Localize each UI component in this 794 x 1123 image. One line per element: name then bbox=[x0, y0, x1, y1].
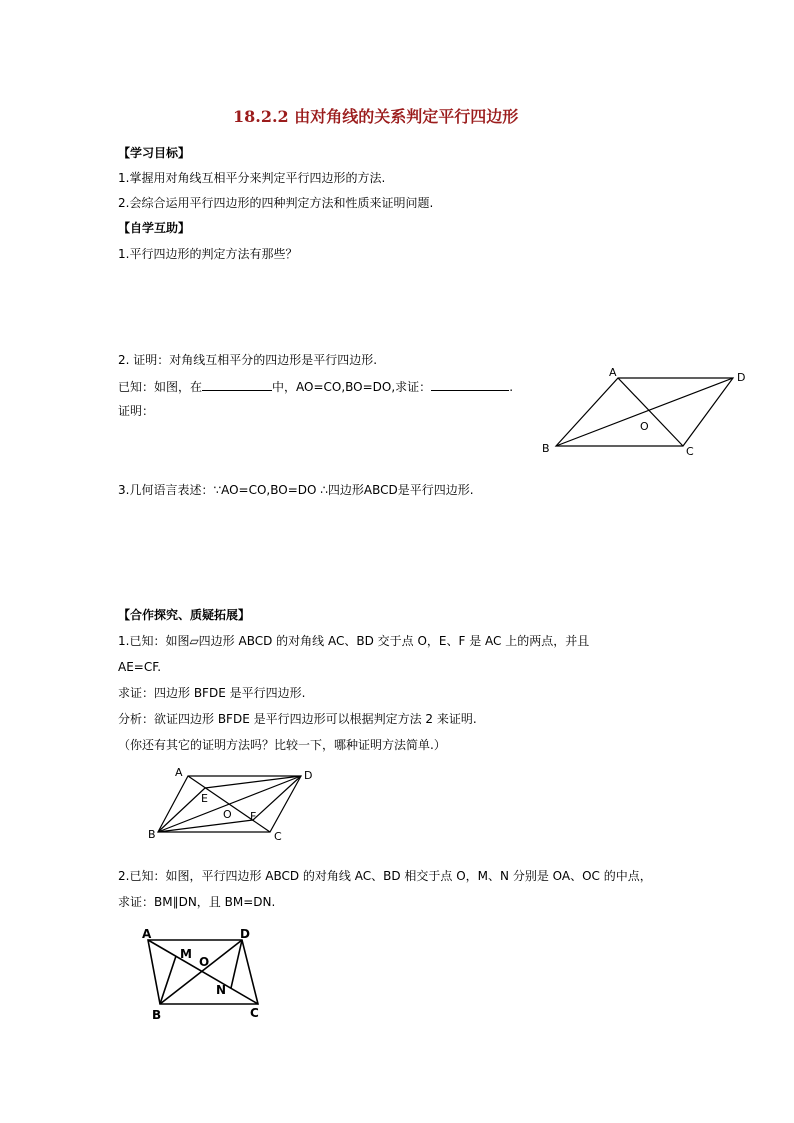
known-text-b: 中，AO=CO,BO=DO,求证： bbox=[272, 380, 432, 394]
proof-label: 证明： bbox=[118, 404, 155, 418]
question-1: 1.平行四边形的判定方法有那些？ bbox=[118, 247, 298, 261]
question-2: 2. 证明：对角线互相平分的四边形是平行四边形. bbox=[118, 353, 378, 367]
fig2-label-b: B bbox=[148, 828, 156, 841]
problem-1-line-1: 1.已知：如图▱四边形 ABCD 的对角线 AC、BD 交于点 O，E、F 是 AC 上的两点，并且 bbox=[118, 634, 590, 648]
fig2-label-o: O bbox=[223, 808, 232, 821]
page-title: 18.2.2 由对角线的关系判定平行四边形 bbox=[233, 107, 519, 126]
fig3-diagonal-ac bbox=[148, 940, 258, 1004]
fig2-label-e: E bbox=[201, 792, 208, 805]
question-3: 3.几何语言表述：∵AO=CO,BO=DO ∴四边形ABCD是平行四边形. bbox=[118, 483, 474, 497]
section-heading-goals: 【学习目标】 bbox=[118, 146, 191, 160]
blank-prove-input[interactable] bbox=[431, 378, 509, 391]
fig3-label-a: A bbox=[142, 927, 152, 941]
fig3-diagonal-bd bbox=[160, 940, 242, 1004]
fig1-label-o: O bbox=[640, 420, 649, 433]
section-heading-self-study: 【自学互助】 bbox=[118, 221, 191, 235]
fig1-label-c: C bbox=[686, 445, 694, 458]
blank-shape-input[interactable] bbox=[202, 378, 272, 391]
fig3-label-o: O bbox=[199, 955, 210, 969]
problem-1-line-3: 求证：四边形 BFDE 是平行四边形. bbox=[118, 686, 306, 700]
fig2-label-d: D bbox=[304, 769, 313, 782]
fig1-label-a: A bbox=[609, 366, 617, 379]
problem-1-line-5: （你还有其它的证明方法吗？比较一下，哪种证明方法简单.） bbox=[118, 738, 446, 752]
fig2-label-f: F bbox=[250, 810, 257, 823]
goal-item-1: 1.掌握用对角线互相平分来判定平行四边形的方法. bbox=[118, 171, 386, 185]
fig3-label-m: M bbox=[180, 947, 192, 961]
figure-parallelogram-1 bbox=[538, 366, 758, 466]
known-text-c: . bbox=[509, 380, 514, 394]
fig3-label-c: C bbox=[250, 1006, 259, 1020]
figure-parallelogram-3 bbox=[138, 922, 288, 1022]
fig2-segment-be bbox=[158, 788, 205, 832]
known-text-a: 已知：如图，在 bbox=[118, 380, 203, 394]
fig1-diagonal-ac bbox=[618, 378, 683, 446]
question-2-known bbox=[118, 378, 513, 395]
problem-1-line-4: 分析：欲证四边形 BFDE 是平行四边形可以根据判定方法 2 来证明. bbox=[118, 712, 477, 726]
section-heading-explore: 【合作探究、质疑拓展】 bbox=[118, 608, 251, 622]
fig1-label-b: B bbox=[542, 442, 550, 455]
fig2-label-a: A bbox=[175, 766, 183, 779]
fig1-diagonal-bd bbox=[556, 378, 733, 446]
fig3-label-n: N bbox=[216, 983, 227, 997]
problem-2-line-2: 求证：BM∥DN，且 BM=DN. bbox=[118, 895, 276, 909]
fig2-label-c: C bbox=[274, 830, 282, 843]
goal-item-2: 2.会综合运用平行四边形的四种判定方法和性质来证明问题. bbox=[118, 196, 434, 210]
problem-1-line-2: AE=CF. bbox=[118, 660, 162, 674]
fig3-label-b: B bbox=[152, 1008, 162, 1022]
fig3-label-d: D bbox=[240, 927, 250, 941]
fig2-segment-fd bbox=[253, 776, 301, 820]
figure-parallelogram-2 bbox=[146, 762, 326, 852]
fig1-label-d: D bbox=[737, 371, 746, 384]
problem-2-line-1: 2.已知：如图，平行四边形 ABCD 的对角线 AC、BD 相交于点 O，M、N 分别是 OA、OC 的中点， bbox=[118, 869, 652, 883]
